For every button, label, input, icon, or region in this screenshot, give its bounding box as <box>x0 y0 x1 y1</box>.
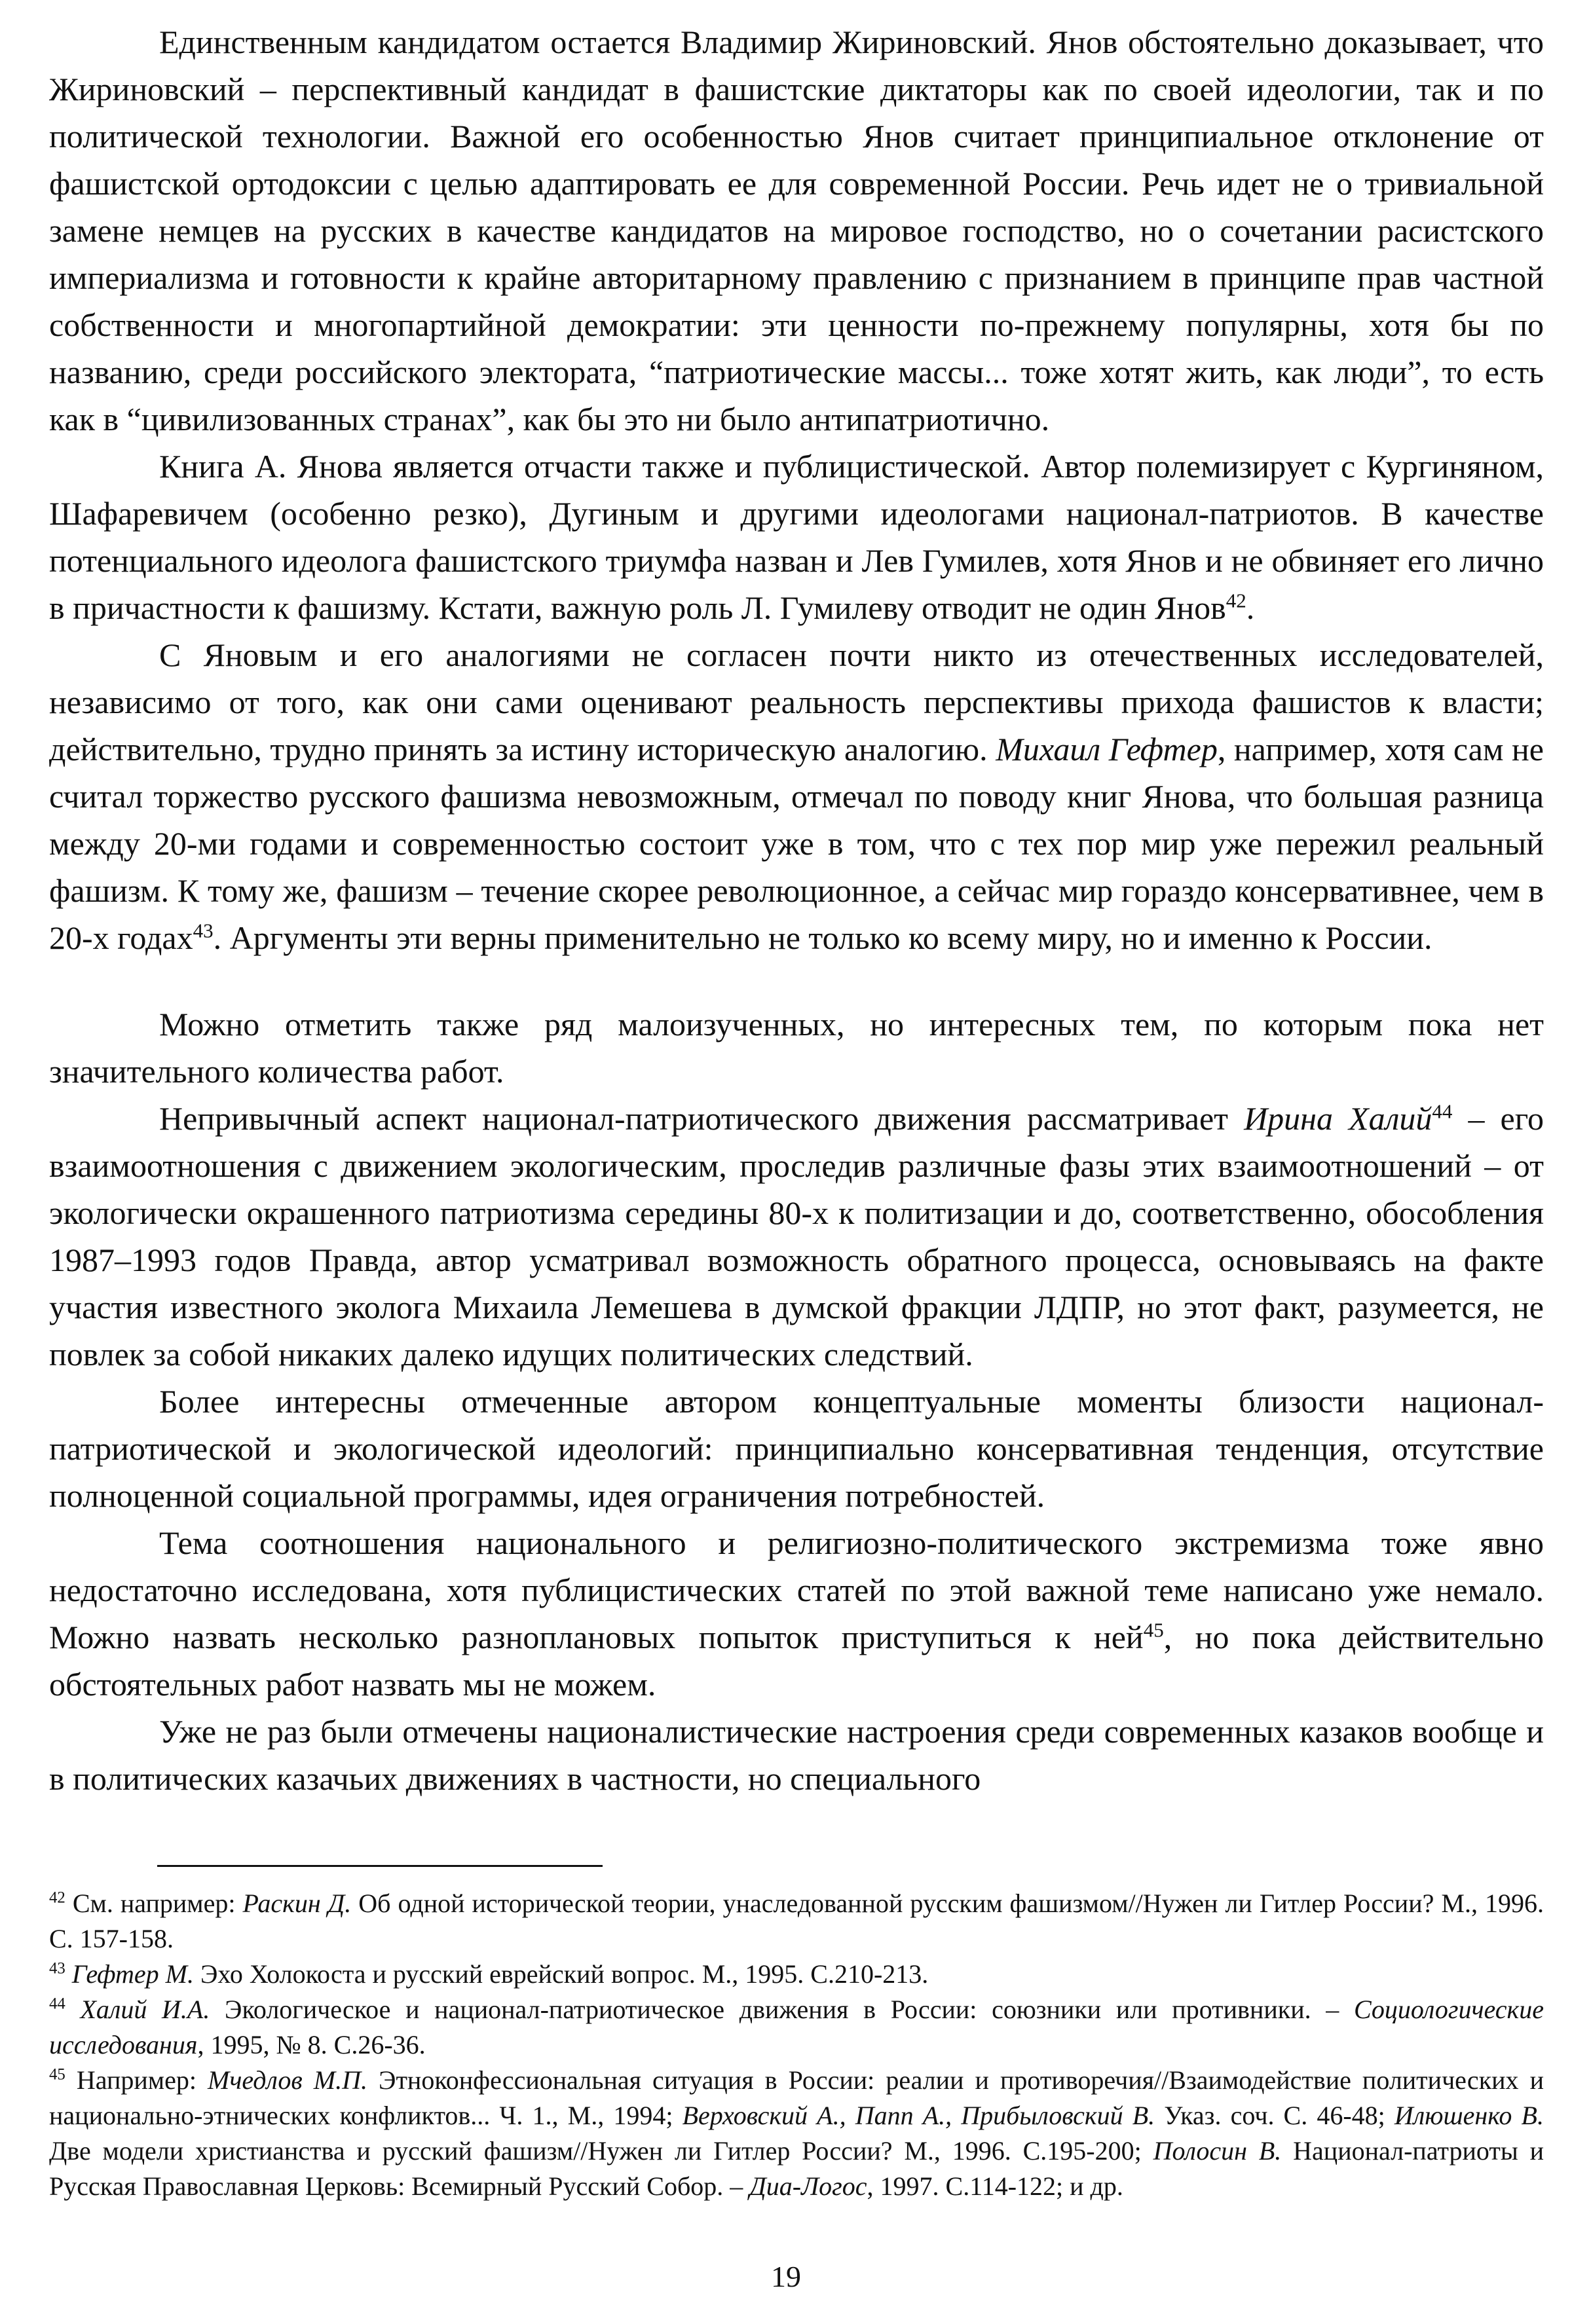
italic-text: Мчедлов М.П. <box>208 2065 367 2095</box>
footnote-ref: 43 <box>49 1959 66 1978</box>
text-run: Можно отметить также ряд малоизученных, но интересных тем, по которым пока нет значительного количества работ. <box>49 1006 1544 1090</box>
paragraph <box>49 631 1544 961</box>
italic-text: Ирина Халий <box>1244 1100 1432 1137</box>
italic-text: Халий И.А. <box>80 1995 210 2024</box>
paragraph <box>49 1001 1544 1095</box>
footnote-separator <box>157 1865 603 1867</box>
footnote-ref: 45 <box>49 2065 66 2084</box>
paragraph <box>49 1519 1544 1708</box>
text-run: Этноконфессиональная ситуация в России: реалии и противоречия//Взаимодействие политических и национально-этнических конфликтов... Ч. 1., М., 1994; <box>49 2065 1544 2130</box>
text-run: Две модели христианства и русский фашизм//Нужен ли Гитлер России? М., 1996. С.195-200; <box>49 2136 1153 2166</box>
italic-text: Гефтер М. <box>71 1959 194 1989</box>
footnote-ref: 44 <box>1432 1099 1453 1123</box>
italic-text: Социологические исследования <box>49 1995 1544 2059</box>
text-run: , но пока действительно обстоятельных работ назвать мы не можем. <box>49 1619 1544 1703</box>
text-run: Уже не раз были отмечены националистические настроения среди современных казаков вообще и в политических казачьих движениях в частности, но специального <box>49 1713 1544 1797</box>
text-run: С Яновым и его аналогиями не согласен почти никто из отечественных исследователей, независимо от того, как они сами оценивают реальность перспективы прихода фашистов к власти; действительно, трудно принять за истину историческую аналогию. <box>49 636 1544 767</box>
text-run: , 1995, № 8. С.26-36. <box>197 2030 426 2059</box>
paragraph-gap <box>49 961 1544 1001</box>
footnote <box>49 2063 1544 2204</box>
footnote-ref: 44 <box>49 1995 66 2013</box>
footnote <box>49 1957 1544 1992</box>
text-run: , например, хотя сам не считал торжество русского фашизма невозможным, отмечал по поводу книг Янова, что большая разница между 20-ми годами и современностью состоит уже в том, что с тех пор мир уже пережил реальный фашизм. К тому же, фашизм – течение скорее революционное, а сейчас мир гораздо консервативнее, чем в 20-х годах <box>49 731 1544 956</box>
footnotes <box>49 1886 1544 2204</box>
text-run: Книга А. Янова является отчасти также и публицистической. Автор полемизирует с Кургиняном, Шафаревичем (особенно резко), Дугиным и другими идеологами национал-патриотов. В качестве потенциального идеолога фашистского триумфа назван и Лев Гумилев, хотя Янов и не обвиняет его лично в причастности к фашизму. Кстати, важную роль Л. Гумилеву отводит не один Янов <box>49 448 1544 626</box>
footnote <box>49 1886 1544 1957</box>
paragraph <box>49 18 1544 443</box>
text-run: . Аргументы эти верны применительно не только ко всему миру, но и именно к России. <box>213 919 1432 956</box>
text-run: Эхо Холокоста и русский еврейский вопрос. М., 1995. С.210-213. <box>193 1959 929 1989</box>
italic-text: Диа-Логос <box>749 2171 867 2201</box>
footnote-ref: 43 <box>193 919 214 942</box>
italic-text: Верховский А., Папп А., Прибыловский В. <box>682 2101 1155 2130</box>
footnote-ref: 42 <box>49 1889 66 1907</box>
text-run <box>66 1959 72 1989</box>
italic-text: Михаил Гефтер <box>996 731 1218 767</box>
text-run: Непривычный аспект национал-патриотического движения рассматривает <box>159 1100 1244 1137</box>
text-run: Единственным кандидатом остается Владимир Жириновский. Янов обстоятельно доказывает, что Жириновский – перспективный кандидат в фашистские диктаторы как по своей идеологии, так и по политической технологии. Важной его особенностью Янов считает принципиальное отклонение от фашистской ортодоксии с целью адаптировать ее для современной России. Речь идет не о тривиальной замене немцев на русских в качестве кандидатов на мировое господство, но о сочетании расистского империализма и готовности к крайне авторитарному правлению с признанием в принципе прав частной собственности и многопартийной демократии: эти ценности по-прежнему популярны, хотя бы по названию, среди российского электората, “патриотические массы... тоже хотят жить, как люди”, то есть как в “цивилизованных странах”, как бы это ни было антипатриотично. <box>49 24 1544 437</box>
text-run <box>66 1995 81 2024</box>
italic-text: Полосин В. <box>1153 2136 1282 2166</box>
footnote-ref: 45 <box>1143 1618 1164 1642</box>
text-run: Более интересны отмеченные автором концептуальные моменты близости национал-патриотической и экологической идеологий: принципиально консервативная тенденция, отсутствие полноценной социальной программы, идея ограничения потребностей. <box>49 1383 1544 1514</box>
text-run: , 1997. С.114-122; и др. <box>867 2171 1123 2201</box>
paragraph <box>49 1708 1544 1802</box>
italic-text: Илюшенко В. <box>1394 2101 1544 2130</box>
paragraph <box>49 443 1544 631</box>
text-run: Указ. соч. С. 46-48; <box>1155 2101 1394 2130</box>
text-run: Экологическое и национал-патриотическое движения в России: союзники или противники. – <box>210 1995 1354 2024</box>
text-run: Тема соотношения национального и религиозно-политического экстремизма тоже явно недостаточно исследована, хотя публицистических статей по этой важной теме написано уже немало. Можно назвать несколько разноплановых попыток приступиться к ней <box>49 1524 1544 1655</box>
footnote-ref: 42 <box>1226 589 1246 612</box>
main-text <box>49 18 1544 1802</box>
italic-text: Раскин Д. <box>242 1889 352 1918</box>
paragraph <box>49 1095 1544 1378</box>
text-run: . <box>1246 589 1255 626</box>
page-number: 19 <box>771 2260 801 2293</box>
text-run: Национал-патриоты и Русская Православная Церковь: Всемирный Русский Собор. – <box>49 2136 1544 2201</box>
text-run: – его взаимоотношения с движением экологическим, проследив различные фазы этих взаимоотношений – от экологически окрашенного патриотизма середины 80-х к политизации и до, соответственно, обособления 1987–1993 годов Правда, автор усматривал возможность обратного процесса, основываясь на факте участия известного эколога Михаила Лемешева в думской фракции ЛДПР, но этот факт, разумеется, не повлек за собой никаких далеко идущих политических следствий. <box>49 1100 1544 1373</box>
footnote <box>49 1992 1544 2063</box>
text-run: См. например: <box>65 1889 243 1918</box>
paragraph <box>49 1378 1544 1519</box>
text-run: Например: <box>65 2065 208 2095</box>
text-run: Об одной исторической теории, унаследованной русским фашизмом//Нужен ли Гитлер России? М., 1996. С. 157-158. <box>49 1889 1544 1953</box>
